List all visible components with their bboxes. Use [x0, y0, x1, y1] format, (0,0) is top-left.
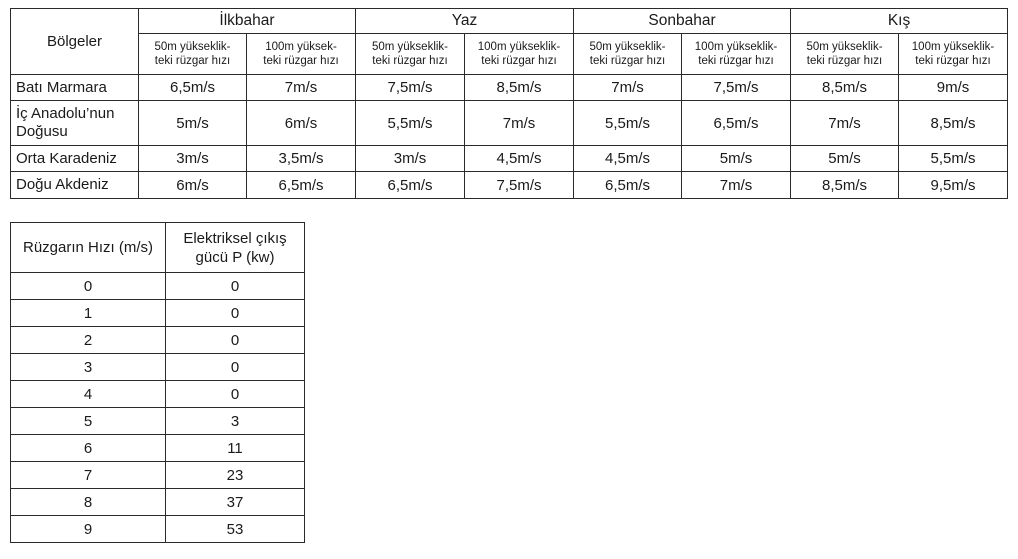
wind-speed-value: 8	[11, 489, 166, 516]
season-header-winter: Kış	[791, 9, 1008, 34]
subheader-50m: 50m yükseklik- teki rüzgar hızı	[356, 34, 465, 75]
wind-speed-cell: 5,5m/s	[899, 146, 1008, 172]
wind-speed-cell: 5,5m/s	[356, 101, 465, 146]
wind-speed-value: 9	[11, 516, 166, 543]
table-row	[11, 489, 305, 516]
season-header-autumn: Sonbahar	[574, 9, 791, 34]
table-row	[11, 381, 305, 408]
wind-speed-cell: 3,5m/s	[247, 146, 356, 172]
region-name: İç Anadolu’nun Doğusu	[11, 101, 139, 146]
wind-speed-value: 4	[11, 381, 166, 408]
wind-speed-cell: 6m/s	[247, 101, 356, 146]
subheader-100m: 100m yükseklik- teki rüzgar hızı	[465, 34, 574, 75]
table-row	[11, 354, 305, 381]
regions-wind-speed-table	[10, 8, 1008, 199]
wind-speed-cell: 7m/s	[465, 101, 574, 146]
wind-speed-cell: 7,5m/s	[465, 172, 574, 199]
region-name: Doğu Akdeniz	[11, 172, 139, 199]
wind-speed-header: Rüzgarın Hızı (m/s)	[11, 223, 166, 273]
wind-power-output-table	[10, 222, 305, 543]
region-name: Orta Karadeniz	[11, 146, 139, 172]
subheader-100m: 100m yükseklik- teki rüzgar hızı	[682, 34, 791, 75]
wind-speed-value: 5	[11, 408, 166, 435]
wind-speed-cell: 8,5m/s	[791, 172, 899, 199]
wind-speed-value: 3	[11, 354, 166, 381]
wind-speed-cell: 7,5m/s	[356, 75, 465, 101]
wind-speed-value: 6	[11, 435, 166, 462]
power-output-value: 11	[166, 435, 305, 462]
wind-speed-cell: 9m/s	[899, 75, 1008, 101]
wind-speed-cell: 8,5m/s	[899, 101, 1008, 146]
wind-speed-cell: 5m/s	[682, 146, 791, 172]
wind-speed-cell: 5m/s	[139, 101, 247, 146]
table-row	[11, 408, 305, 435]
power-output-value: 37	[166, 489, 305, 516]
wind-speed-cell: 7m/s	[682, 172, 791, 199]
power-output-value: 0	[166, 327, 305, 354]
wind-speed-cell: 6,5m/s	[139, 75, 247, 101]
wind-speed-cell: 7m/s	[247, 75, 356, 101]
regions-header-cell: Bölgeler	[11, 9, 139, 75]
wind-speed-cell: 6,5m/s	[356, 172, 465, 199]
subheader-50m: 50m yükseklik- teki rüzgar hızı	[139, 34, 247, 75]
wind-speed-cell: 5m/s	[791, 146, 899, 172]
wind-speed-cell: 9,5m/s	[899, 172, 1008, 199]
table-row	[11, 300, 305, 327]
table-row	[11, 273, 305, 300]
table-row	[11, 75, 1008, 101]
power-output-value: 3	[166, 408, 305, 435]
wind-speed-cell: 6m/s	[139, 172, 247, 199]
wind-speed-cell: 6,5m/s	[682, 101, 791, 146]
wind-speed-cell: 4,5m/s	[574, 146, 682, 172]
table-row	[11, 146, 1008, 172]
wind-speed-cell: 3m/s	[139, 146, 247, 172]
season-header-spring: İlkbahar	[139, 9, 356, 34]
season-header-summer: Yaz	[356, 9, 574, 34]
table-row	[11, 327, 305, 354]
wind-speed-value: 1	[11, 300, 166, 327]
subheader-100m: 100m yüksek- teki rüzgar hızı	[247, 34, 356, 75]
wind-speed-value: 0	[11, 273, 166, 300]
wind-speed-cell: 7m/s	[791, 101, 899, 146]
power-output-value: 0	[166, 381, 305, 408]
wind-speed-cell: 7,5m/s	[682, 75, 791, 101]
table-row	[11, 516, 305, 543]
wind-speed-cell: 3m/s	[356, 146, 465, 172]
power-output-value: 0	[166, 273, 305, 300]
wind-speed-cell: 6,5m/s	[574, 172, 682, 199]
wind-speed-cell: 5,5m/s	[574, 101, 682, 146]
table-row	[11, 101, 1008, 146]
wind-speed-value: 7	[11, 462, 166, 489]
subheader-100m: 100m yükseklik- teki rüzgar hızı	[899, 34, 1008, 75]
power-output-value: 23	[166, 462, 305, 489]
wind-speed-cell: 8,5m/s	[791, 75, 899, 101]
power-output-value: 53	[166, 516, 305, 543]
wind-speed-cell: 7m/s	[574, 75, 682, 101]
region-name: Batı Marmara	[11, 75, 139, 101]
wind-speed-value: 2	[11, 327, 166, 354]
wind-speed-cell: 8,5m/s	[465, 75, 574, 101]
table-row	[11, 172, 1008, 199]
table-row	[11, 462, 305, 489]
table-row	[11, 435, 305, 462]
wind-speed-cell: 4,5m/s	[465, 146, 574, 172]
power-output-header: Elektriksel çıkış gücü P (kw)	[166, 223, 305, 273]
subheader-50m: 50m yükseklik- teki rüzgar hızı	[791, 34, 899, 75]
power-output-value: 0	[166, 354, 305, 381]
subheader-50m: 50m yükseklik- teki rüzgar hızı	[574, 34, 682, 75]
power-output-value: 0	[166, 300, 305, 327]
wind-speed-cell: 6,5m/s	[247, 172, 356, 199]
